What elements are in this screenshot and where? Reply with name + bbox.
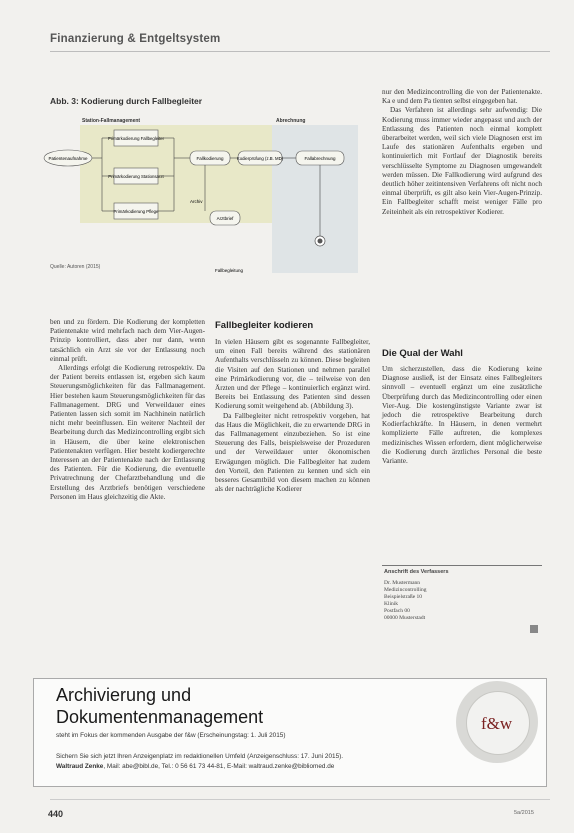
coding-flow-diagram (40, 113, 360, 278)
ad-headline-line-1: Archivierung und (56, 685, 192, 705)
node-coding-label: Fallkodierung (196, 156, 224, 161)
column-right-top (382, 88, 542, 217)
paragraph: ben und zu fördern. Die Kodierung der kompletten Patientenakte wird mehrfach nach dem Vier-Augen-Prinzip kontrolliert, dass aber nur dann, wenn tatsächlich ein Arzt sie vor der Entlassung noch einmal prüft. (50, 318, 205, 363)
figure-title: Abb. 3: Kodierung durch Fallbegleiter (50, 96, 203, 106)
figure-source: Quelle: Autoren (2015) (50, 264, 101, 270)
fw-seal-logo (456, 681, 538, 763)
issue-number: 5a/2015 (514, 810, 534, 816)
zone-label-billing: Abrechnung (276, 118, 306, 124)
author-box-title: Anschrift des Verfassers (384, 569, 449, 575)
header-rule (50, 51, 550, 52)
ad-headline-line-2: Dokumentenmanagement (56, 707, 264, 727)
author-line: 00000 Musterstadt (384, 615, 426, 621)
end-node-core (318, 239, 323, 244)
node-patient-label: Patientenaufnahme (48, 156, 88, 161)
ad-subline: steht im Fokus der kommenden Ausgabe der f&w (Erscheinungstag: 1. Juli 2015) (56, 732, 286, 739)
heading-fallbegleiter: Fallbegleiter kodieren (215, 320, 314, 331)
section-header: Finanzierung & Entgeltsystem (50, 33, 221, 45)
figure-footer-label: Fallbegleitung (215, 268, 244, 273)
paragraph: nur den Medizincontrolling die von der Patientenakte. Ka e und dem Pa tienten selbst eingegeben hat. (382, 88, 542, 106)
paragraph: Da Fallbegleiter nicht retrospektiv vorgehen, hat das Haus die Möglichkeit, die zu erwartende DRG in das Fallmanagement einzubeziehen. So ist eine Steuerung des Falls, beispielsweise der Prozeduren und der Verweildauer unter ökonomischen Erwägungen möglich. Die Fallbegleiter hat zudem den Vorteil, den Patienten zu kennen und sich ein besseres Gesamtbild von diesem machen zu können als der nachträgliche Kodierer (215, 411, 370, 494)
author-line: Beispielstraße 10 (384, 594, 423, 600)
ad-line-1: Sichern Sie sich jetzt Ihren Anzeigenplatz im redaktionellen Umfeld (Anzeigenschluss: 17. Juni 2015). (56, 753, 344, 760)
footer-rule (50, 799, 550, 800)
paragraph: Das Verfahren ist allerdings sehr aufwendig: Die Kodierung muss immer wieder angepasst und auch der Entlassung des Patienten noch einmal komplett überarbeitet werden, weil sich viele Diagnosen erst im Laufe des stationären Aufenthalts ergeben und kontinuierlich mit Fortlauf der Diagnostik bereits verschlüsselte Symptome zu Diagnosen umgewandelt werden müssen. Die Fallkodierung wird aufgrund des deutlich höher zeitintensiven Verfahrens oft nicht noch einmal überprüft, es gilt also kein Vier-Augen-Prinzip. Ein Fallbegleiter schafft meist weniger Fälle pro Zeiteinheit als ein retrospektiver Kodierer. (382, 106, 542, 216)
column-a (50, 318, 205, 502)
billing-zone (272, 125, 358, 273)
column-b (215, 338, 370, 494)
paragraph: In vielen Häusern gibt es sogenannte Fallbegleiter, um einen Fall bereits während des stationären Aufenthalts verschlüsseln zu können. Diese begleiten die Visiten auf den Stationen und nehmen parallel eine Primärkodierung vor, die – teilweise von den Ärzten und der Pflege – kontinuierlich ergänzt wird. Bereits bei Entlassung des Patienten sind dessen Kodierung somit weitgehend ab. (Abbildung 3). (215, 338, 370, 411)
author-address-box (382, 565, 542, 641)
seal-inner (466, 691, 530, 755)
author-line: Dr. Mustermann (384, 580, 421, 586)
ad-contact-details: , Mail: abe@bibl.de, Tel.: 0 56 61 73 44-81, E-Mail: waltraud.zenke@bibliomed.de (103, 763, 335, 770)
paragraph: Allerdings erfolgt die Kodierung retrospektiv. Da der Patient bereits entlassen ist, ergeben sich kaum Steuerungsmöglichkeiten für das Fallmanagement. Hier bestehen kaum Steuerungsmöglichkeiten für das Fallmanagement. DRG und Verweildauer eines Patienten lassen sich somit im Nachhinein natürlich nicht mehr beeinflussen. Ein weiterer Nachteil der Bearbeitung durch das Medizincontrolling ergibt sich in Häusern, die über keine elektronischen Patientenakten verfügen. Hier besteht kodiergerechte Interessen an der Patientenakte nach der Entlassung des Patienten. Für die Kodierung, die eventuelle Privatrechnung der Chefarztbehandlung und die Erstellung des Arztbriefs benötigen verschiedene Personen im Haus gleichzeitig die Akte. (50, 364, 205, 501)
node-primary-1-label: Primärkodierung Fallbegleiter (107, 136, 165, 141)
author-line: Klinik (384, 601, 399, 607)
node-primary-2-label: Primärkodierung Stationsarzt (108, 174, 164, 179)
square-icon (530, 625, 538, 633)
advertisement (33, 678, 547, 787)
ad-contact-name: Waltraud Zenke (56, 763, 104, 770)
author-line: Medizincontrolling (384, 587, 427, 593)
ad-headline (56, 684, 263, 728)
ad-line-2 (56, 763, 334, 770)
archive-label: Archiv (190, 199, 203, 204)
node-review-label: Kodierprüfung (z.B. MD) (236, 156, 284, 161)
node-letter-label: Arztbrief (216, 216, 234, 221)
author-line: Postfach 00 (384, 608, 410, 614)
zone-label-stationary: Station-Fallmanagement (82, 118, 141, 124)
node-billing-label: Fallabrechnung (304, 156, 336, 161)
heading-qual-der-wahl: Die Qual der Wahl (382, 348, 463, 359)
page-number: 440 (48, 809, 64, 819)
seal-text: f&w (481, 714, 513, 733)
node-primary-3-label: Primärkodierung Pflege (113, 209, 159, 214)
column-c (382, 365, 542, 466)
paragraph: Um sicherzustellen, dass die Kodierung keine Diagnose ausließ, ist der Einsatz eines Fallbegleiters sinnvoll – eventuell ergänzt um eine zusätzliche Überprüfung durch das Medizincontrolling oder einen Vier-Aug. Die kostengünstigste Variante zwar ist jedoch die retrospektive Bearbeitung durch Kodierfachkräfte. In Häusern, in denen vermehrt komplizierte Fälle auftreten, die komplexes medizinisches Wissen erfordern, dient möglicherweise die Kodierung durch ärztliches Personal die beste Variante. (382, 365, 542, 466)
